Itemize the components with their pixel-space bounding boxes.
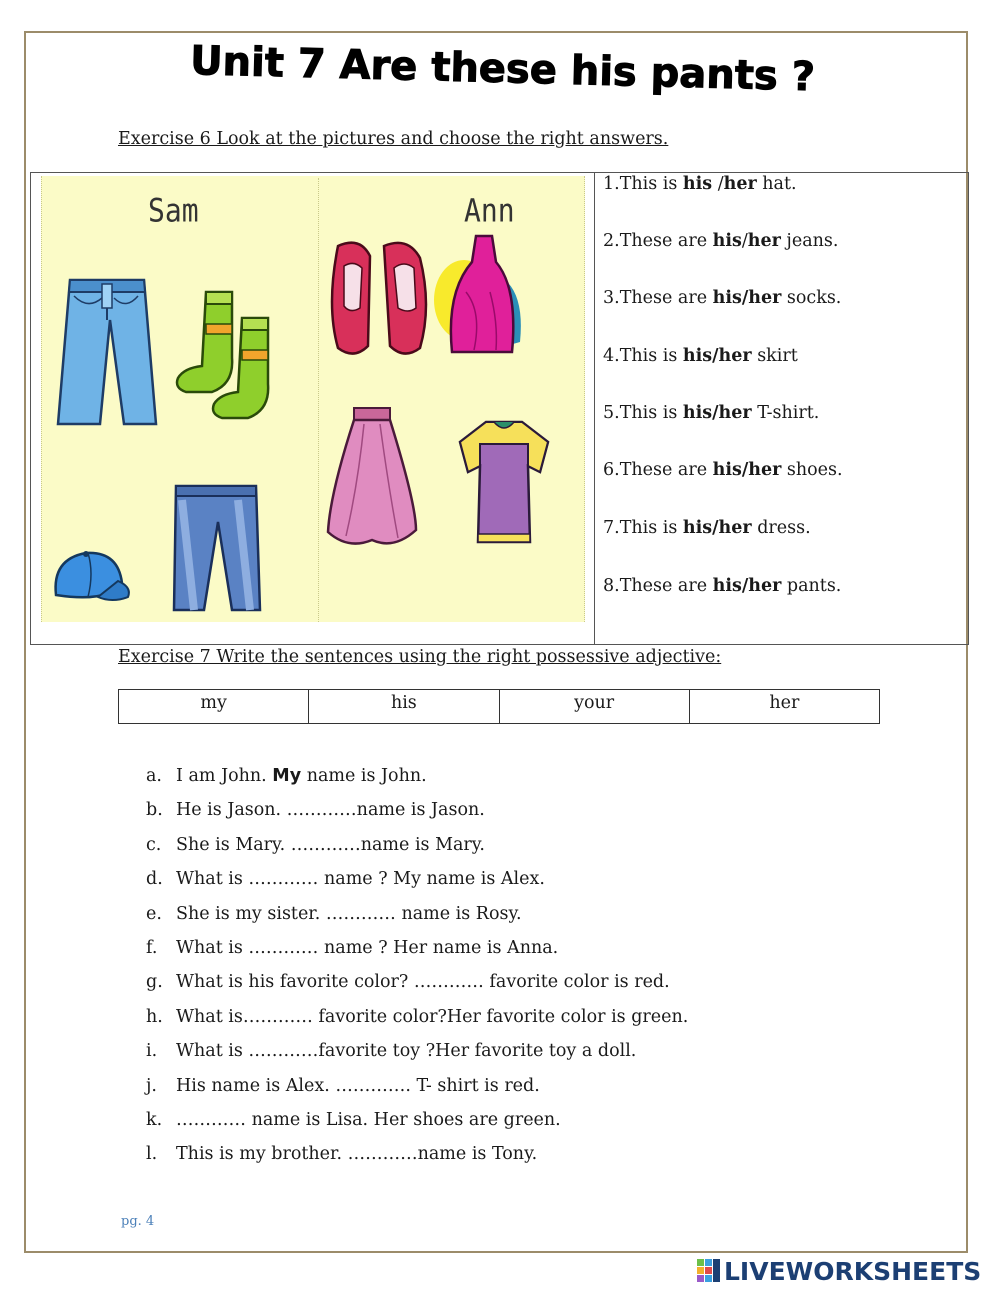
ex6-sentence[interactable]: 5.This is his/her T-shirt.: [603, 403, 820, 423]
liveworksheets-logo-icon: [697, 1259, 721, 1283]
ex7-item[interactable]: l. This is my brother. …………name is Tony.: [146, 1144, 538, 1165]
socks-picture: [172, 288, 282, 428]
ex6-sentence[interactable]: 1.This is his /her hat.: [603, 174, 797, 194]
label-ann: Ann: [464, 191, 515, 230]
ex7-item[interactable]: j. His name is Alex. …………. T- shirt is red.: [146, 1075, 540, 1096]
ex6-sentence[interactable]: 7.This is his/her dress.: [603, 518, 811, 538]
ex6-sentence[interactable]: 8.These are his/her pants.: [603, 576, 842, 596]
ex7-item[interactable]: d. What is ………… name ? My name is Alex.: [146, 869, 545, 890]
ex7-item[interactable]: f. What is ………… name ? Her name is Anna.: [146, 937, 559, 958]
skirt-picture: [324, 404, 420, 552]
word-bank-cell: your: [500, 690, 690, 723]
ex6-sentence[interactable]: 2.These are his/her jeans.: [603, 231, 839, 251]
ex7-item[interactable]: g. What is his favorite color? ………… favorite color is red.: [146, 972, 670, 993]
shoes-picture: [324, 236, 434, 362]
worksheet-title: Unit 7 Are these his pants ?: [189, 38, 816, 101]
ex7-item[interactable]: a. I am John. My name is John.: [146, 766, 427, 786]
ex7-item[interactable]: c. She is Mary. …………name is Mary.: [146, 834, 485, 855]
ex7-item[interactable]: k. ………… name is Lisa. Her shoes are green.: [146, 1109, 561, 1130]
brand-text: LIVEWORKSHEETS: [724, 1256, 982, 1286]
ex7-item[interactable]: i. What is …………favorite toy ?Her favorite toy a doll.: [146, 1041, 637, 1062]
word-bank-table: [118, 689, 880, 724]
exercise-7-list: [146, 766, 926, 1179]
ex6-sentence[interactable]: 4.This is his/her skirt: [603, 346, 798, 366]
ex6-sentence[interactable]: 3.These are his/her socks.: [603, 288, 842, 308]
jeans-picture: [52, 276, 160, 428]
label-sam: Sam: [148, 191, 199, 230]
picture-split-line: [318, 178, 319, 622]
exercise-6-divider: [594, 172, 595, 645]
page-number: pg. 4: [121, 1214, 155, 1229]
exercise-7-heading: Exercise 7 Write the sentences using the right possessive adjective:: [118, 647, 722, 667]
word-bank-cell: her: [769, 693, 800, 713]
ex7-item[interactable]: b. He is Jason. …………name is Jason.: [146, 800, 485, 821]
tshirt-picture: [430, 232, 534, 360]
word-bank-cell: my: [119, 690, 309, 723]
cap-picture: [48, 543, 132, 613]
liveworksheets-logo[interactable]: [697, 1257, 981, 1285]
dress-picture: [456, 416, 552, 552]
exercise-6-heading: Exercise 6 Look at the pictures and choose the right answers.: [118, 129, 669, 149]
pants-picture: [168, 482, 264, 614]
ex7-item[interactable]: e. She is my sister. ………… name is Rosy.: [146, 903, 522, 924]
ex7-item[interactable]: h. What is………… favorite color?Her favorite color is green.: [146, 1006, 689, 1027]
word-bank-cell: his: [309, 690, 499, 723]
ex6-sentence[interactable]: 6.These are his/her shoes.: [603, 460, 843, 480]
